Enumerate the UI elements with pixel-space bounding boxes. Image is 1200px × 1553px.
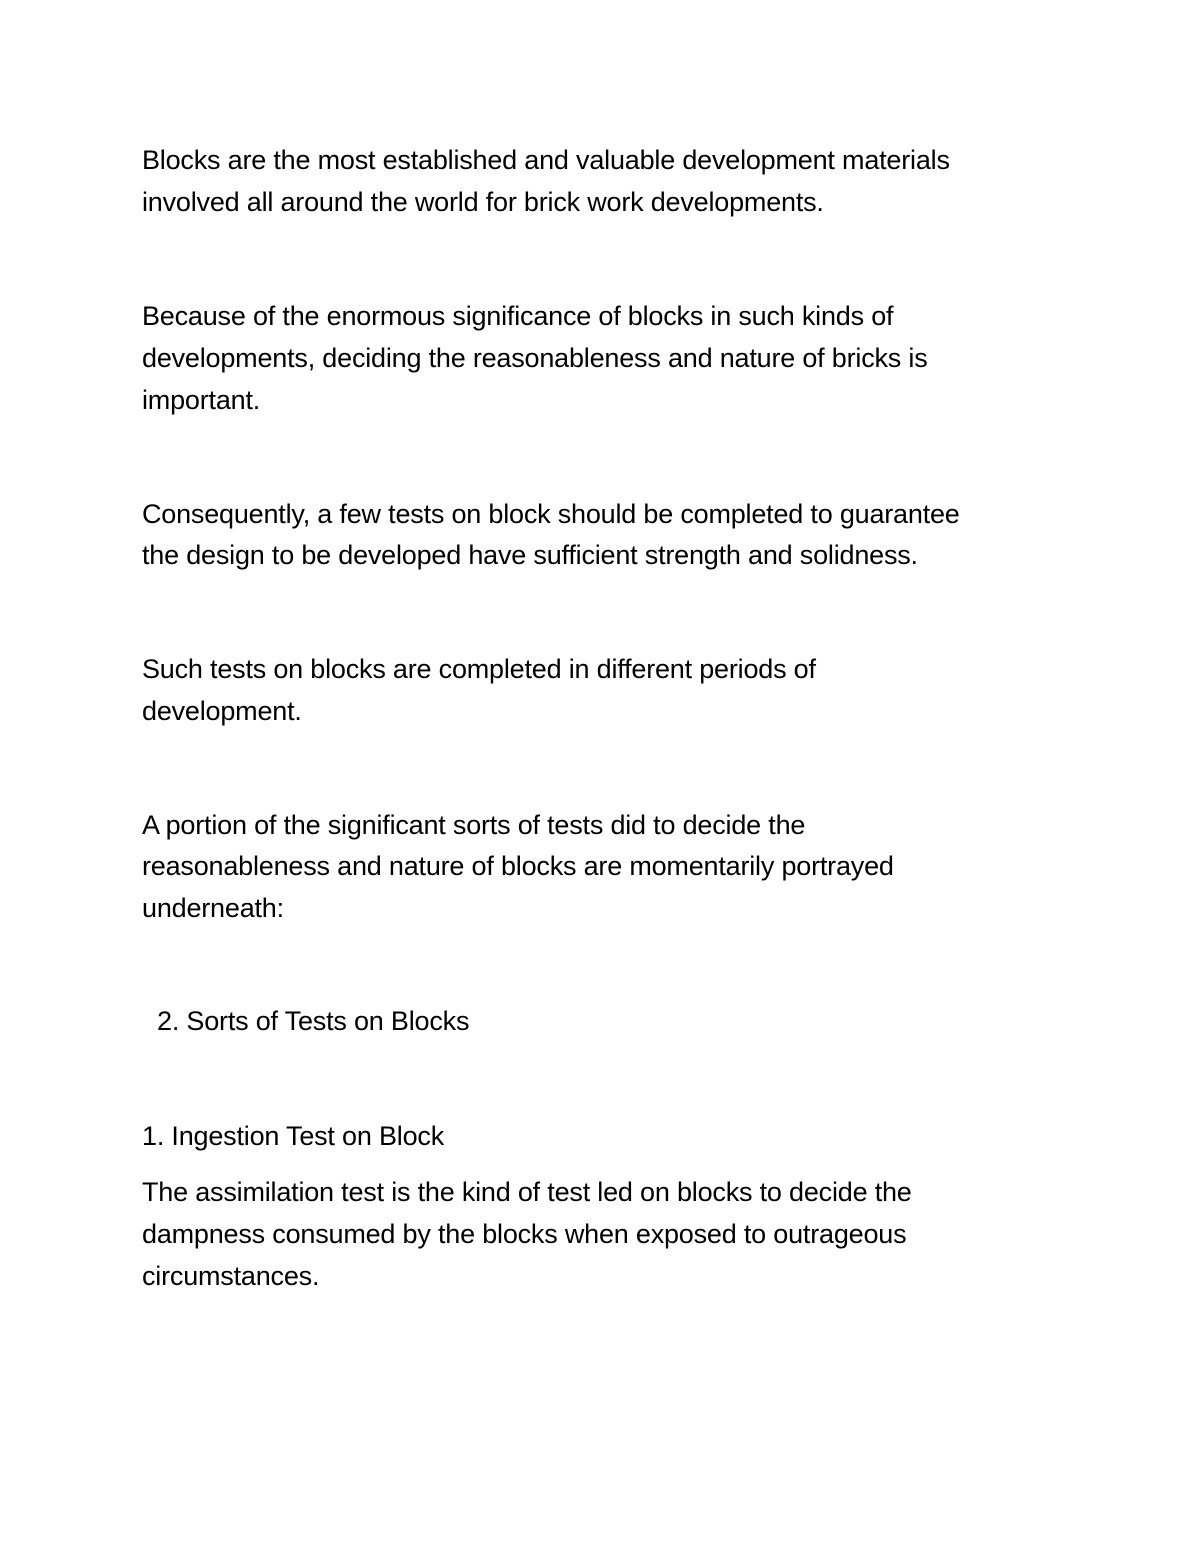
- text-line: involved all around the world for brick work developments.: [142, 187, 824, 217]
- text-line: underneath:: [142, 893, 284, 923]
- text-line: Blocks are the most established and valuable development materials: [142, 145, 950, 175]
- text-line: Because of the enormous significance of blocks in such kinds of: [142, 301, 894, 331]
- text-line: developments, deciding the reasonableness and nature of bricks is: [142, 343, 928, 373]
- subsection-heading: 1. Ingestion Test on Block: [142, 1121, 444, 1151]
- text-line: reasonableness and nature of blocks are momentarily portrayed: [142, 851, 894, 881]
- text-line: the design to be developed have sufficient strength and solidness.: [142, 540, 918, 570]
- text-line: development.: [142, 696, 302, 726]
- text-line: Such tests on blocks are completed in different periods of: [142, 654, 816, 684]
- section-heading: 2. Sorts of Tests on Blocks: [157, 1006, 470, 1036]
- text-line: A portion of the significant sorts of tests did to decide the: [142, 810, 806, 840]
- text-line: important.: [142, 385, 261, 415]
- text-line: dampness consumed by the blocks when exposed to outrageous: [142, 1219, 907, 1249]
- text-line: Consequently, a few tests on block should be completed to guarantee: [142, 499, 960, 529]
- text-line: circumstances.: [142, 1261, 320, 1291]
- text-line: The assimilation test is the kind of test led on blocks to decide the: [142, 1177, 912, 1207]
